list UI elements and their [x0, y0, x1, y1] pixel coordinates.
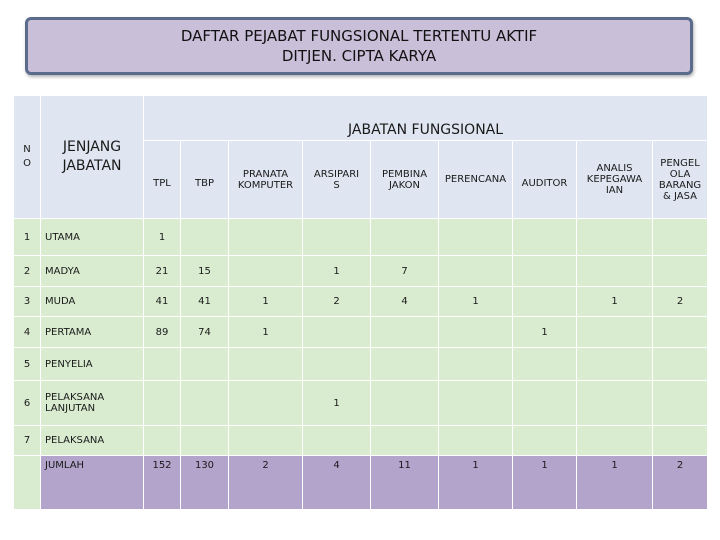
header-col-arsiparis: ARSIPARI S — [303, 141, 371, 219]
cell-analis — [577, 348, 653, 381]
row-label: MUDA — [41, 287, 144, 317]
header-col-tpl: TPL — [144, 141, 181, 219]
row-label: PENYELIA — [41, 348, 144, 381]
row-label: PELAKSANA — [41, 426, 144, 456]
total-row — [14, 456, 708, 510]
cell-tbp: 41 — [181, 287, 229, 317]
cell-pembina: 4 — [371, 287, 439, 317]
row-label: PERTAMA — [41, 317, 144, 348]
cell-analis — [577, 219, 653, 256]
cell-arsiparis — [303, 317, 371, 348]
row-label: PELAKSANA LANJUTAN — [41, 381, 144, 426]
cell-perencana — [439, 426, 513, 456]
cell-analis — [577, 381, 653, 426]
cell-pengelola — [653, 348, 708, 381]
cell-perencana — [439, 256, 513, 287]
header-jenjang: JENJANG JABATAN — [41, 96, 144, 219]
pejabat-table — [13, 95, 708, 510]
cell-perencana — [439, 219, 513, 256]
cell-pranata — [229, 219, 303, 256]
cell-tpl — [144, 381, 181, 426]
cell-pranata — [229, 426, 303, 456]
title-box — [25, 17, 693, 75]
row-label: UTAMA — [41, 219, 144, 256]
row-no: 3 — [14, 287, 41, 317]
total-pranata: 2 — [229, 456, 303, 510]
cell-arsiparis — [303, 348, 371, 381]
cell-auditor — [513, 348, 577, 381]
cell-tpl: 89 — [144, 317, 181, 348]
row-no: 5 — [14, 348, 41, 381]
title-line-1: DAFTAR PEJABAT FUNGSIONAL TERTENTU AKTIF — [180, 27, 538, 45]
cell-pranata — [229, 381, 303, 426]
cell-auditor — [513, 256, 577, 287]
cell-pembina — [371, 348, 439, 381]
total-auditor: 1 — [513, 456, 577, 510]
cell-tbp — [181, 348, 229, 381]
table-row — [14, 317, 708, 348]
cell-pengelola — [653, 317, 708, 348]
table-row — [14, 219, 708, 256]
cell-arsiparis — [303, 219, 371, 256]
cell-pembina — [371, 219, 439, 256]
cell-tpl: 1 — [144, 219, 181, 256]
header-col-pranata: PRANATA KOMPUTER — [229, 141, 303, 219]
title-line-2: DITJEN. CIPTA KARYA — [281, 47, 437, 65]
cell-pengelola — [653, 256, 708, 287]
cell-perencana — [439, 317, 513, 348]
cell-arsiparis: 2 — [303, 287, 371, 317]
row-label: MADYA — [41, 256, 144, 287]
cell-auditor — [513, 219, 577, 256]
total-tpl: 152 — [144, 456, 181, 510]
cell-pembina — [371, 426, 439, 456]
row-no: 6 — [14, 381, 41, 426]
cell-pengelola — [653, 219, 708, 256]
cell-analis — [577, 426, 653, 456]
total-analis: 1 — [577, 456, 653, 510]
header-col-auditor: AUDITOR — [513, 141, 577, 219]
cell-pranata — [229, 256, 303, 287]
cell-auditor — [513, 381, 577, 426]
header-col-tbp: TBP — [181, 141, 229, 219]
cell-tbp: 74 — [181, 317, 229, 348]
cell-perencana — [439, 381, 513, 426]
cell-tbp — [181, 219, 229, 256]
row-no: 4 — [14, 317, 41, 348]
table-row — [14, 381, 708, 426]
row-no: 1 — [14, 219, 41, 256]
total-pengelola: 2 — [653, 456, 708, 510]
header-col-pengelola: PENGEL OLA BARANG & JASA — [653, 141, 708, 219]
header-no: N O — [14, 96, 41, 219]
cell-pranata: 1 — [229, 287, 303, 317]
cell-pranata: 1 — [229, 317, 303, 348]
total-no-blank — [14, 456, 41, 510]
cell-tpl: 41 — [144, 287, 181, 317]
cell-pembina — [371, 381, 439, 426]
header-group: JABATAN FUNGSIONAL — [144, 96, 708, 141]
table-row — [14, 287, 708, 317]
row-no: 7 — [14, 426, 41, 456]
total-tbp: 130 — [181, 456, 229, 510]
cell-arsiparis: 1 — [303, 256, 371, 287]
cell-arsiparis — [303, 426, 371, 456]
cell-auditor — [513, 287, 577, 317]
header-col-pembina: PEMBINA JAKON — [371, 141, 439, 219]
cell-pengelola — [653, 381, 708, 426]
total-arsiparis: 4 — [303, 456, 371, 510]
cell-pranata — [229, 348, 303, 381]
header-col-perencana: PERENCANA — [439, 141, 513, 219]
cell-analis — [577, 317, 653, 348]
cell-tpl — [144, 426, 181, 456]
cell-tbp — [181, 381, 229, 426]
table-row — [14, 256, 708, 287]
cell-perencana: 1 — [439, 287, 513, 317]
table-row — [14, 426, 708, 456]
cell-pembina: 7 — [371, 256, 439, 287]
cell-perencana — [439, 348, 513, 381]
cell-auditor: 1 — [513, 317, 577, 348]
total-perencana: 1 — [439, 456, 513, 510]
cell-analis: 1 — [577, 287, 653, 317]
cell-arsiparis: 1 — [303, 381, 371, 426]
cell-tpl: 21 — [144, 256, 181, 287]
cell-pembina — [371, 317, 439, 348]
row-no: 2 — [14, 256, 41, 287]
cell-tpl — [144, 348, 181, 381]
cell-pengelola — [653, 426, 708, 456]
header-col-analis: ANALIS KEPEGAWA IAN — [577, 141, 653, 219]
cell-tbp — [181, 426, 229, 456]
cell-auditor — [513, 426, 577, 456]
table-row — [14, 348, 708, 381]
total-pembina: 11 — [371, 456, 439, 510]
total-label: JUMLAH — [41, 456, 144, 510]
cell-analis — [577, 256, 653, 287]
cell-tbp: 15 — [181, 256, 229, 287]
cell-pengelola: 2 — [653, 287, 708, 317]
